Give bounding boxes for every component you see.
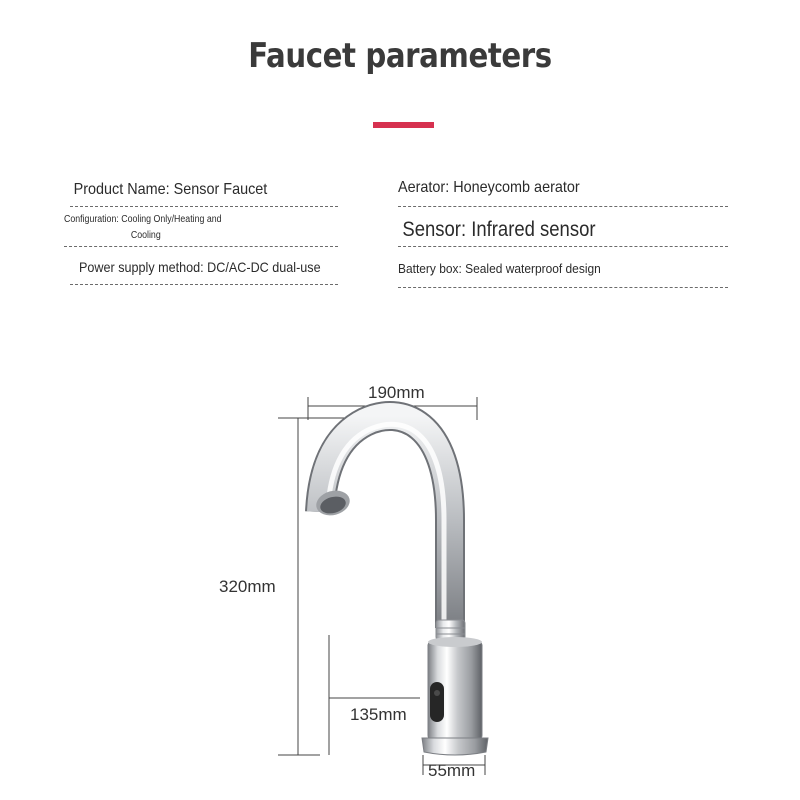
dimension-height-label: 320mm (219, 577, 276, 596)
infrared-sensor-window (430, 682, 444, 722)
spec-aerator-text: Aerator: Honeycomb aerator (398, 179, 580, 196)
spec-product-name-text: Product Name: Sensor Faucet (73, 181, 268, 198)
dimension-width-label: 190mm (368, 383, 425, 402)
spec-configuration-line1: Configuration: Cooling Only/Heating and (64, 214, 222, 225)
spec-battery-box-text: Battery box: Sealed waterproof design (398, 261, 601, 276)
dimension-body-height-label: 135mm (350, 705, 407, 724)
spec-power-supply-text: Power supply method: DC/AC-DC dual-use (79, 259, 321, 275)
spec-sensor-text: Sensor: Infrared sensor (402, 218, 596, 241)
page-title: Faucet parameters (248, 36, 552, 76)
dimension-base-label: 55mm (428, 761, 476, 780)
spec-configuration-line2: Cooling (130, 230, 161, 241)
